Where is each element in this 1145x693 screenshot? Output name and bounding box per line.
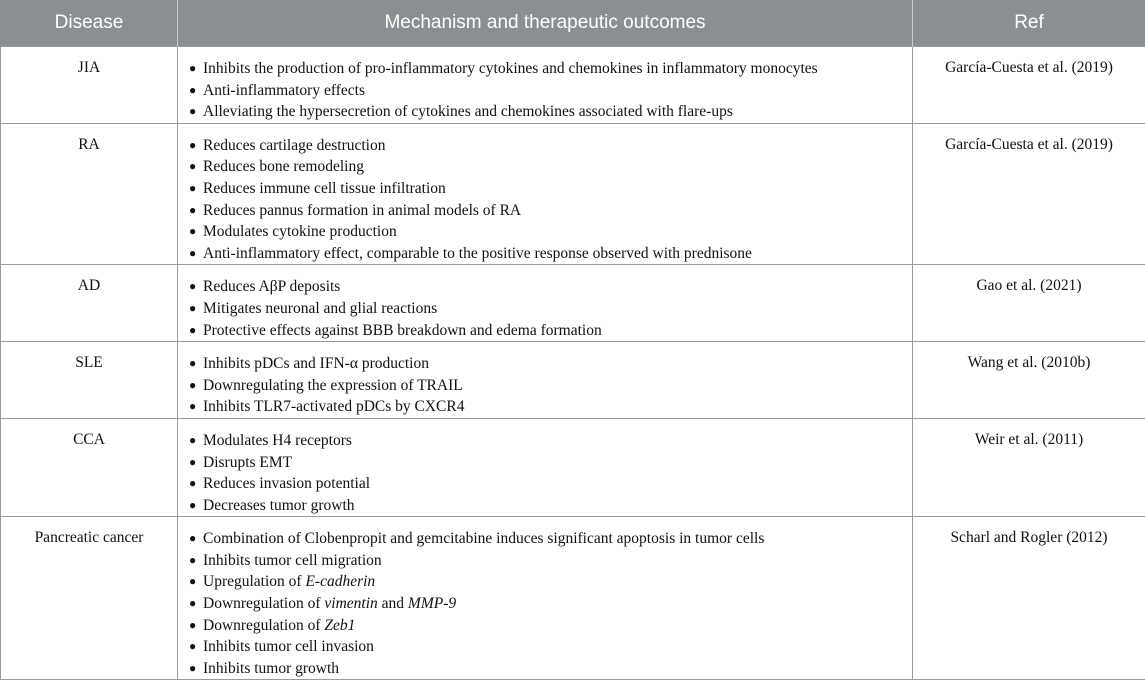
mechanism-cell (178, 342, 913, 419)
item-text: Inhibits tumor growth (203, 659, 340, 677)
mechanism-item (189, 636, 902, 658)
table-row (1, 517, 1145, 680)
bullet-icon: ● (189, 660, 197, 675)
item-text: Decreases tumor growth (203, 496, 355, 514)
mechanism-item (189, 178, 902, 200)
bullet-icon: ● (189, 180, 197, 195)
table-body (1, 47, 1145, 680)
bullet-icon: ● (189, 224, 197, 239)
item-text: Reduces bone remodeling (203, 158, 364, 176)
item-text: Modulates cytokine production (203, 223, 397, 241)
mechanism-item (189, 243, 902, 265)
bullet-icon: ● (189, 82, 197, 97)
mechanism-cell (178, 418, 913, 516)
item-text: Mitigates neuronal and glial reactions (203, 299, 438, 317)
reference-cell: Weir et al. (2011) (913, 418, 1145, 516)
bullet-icon: ● (189, 322, 197, 337)
mechanism-list (189, 353, 902, 418)
mechanism-list (189, 528, 902, 679)
mechanism-item (189, 276, 902, 298)
bullet-icon: ● (189, 552, 197, 567)
mechanism-item (189, 101, 902, 123)
mechanism-item (189, 550, 902, 572)
item-text: Protective effects against BBB breakdown and edema formation (203, 321, 602, 339)
mechanism-item (189, 615, 902, 637)
bullet-icon: ● (189, 104, 197, 119)
item-text: Inhibits tumor cell invasion (203, 638, 374, 656)
item-text: Downregulating the expression of TRAIL (203, 376, 463, 394)
mechanism-item (189, 571, 902, 593)
table-row (1, 265, 1145, 342)
mechanism-item (189, 452, 902, 474)
header-ref: Ref (913, 0, 1145, 47)
mechanism-list (189, 135, 902, 265)
item-text: Alleviating the hypersecretion of cytokines and chemokines associated with flare-ups (203, 103, 733, 121)
reference-cell: García-Cuesta et al. (2019) (913, 47, 1145, 124)
mechanism-item (189, 658, 902, 680)
item-text: Anti-inflammatory effect, comparable to the positive response observed with prednisone (203, 244, 752, 262)
bullet-icon: ● (189, 202, 197, 217)
mechanism-item (189, 430, 902, 452)
mechanism-item (189, 135, 902, 157)
gene-name: E-cadherin (305, 573, 376, 591)
mechanism-item (189, 396, 902, 418)
mechanism-item (189, 353, 902, 375)
bullet-icon: ● (189, 574, 197, 589)
bullet-icon: ● (189, 476, 197, 491)
bullet-icon: ● (189, 356, 197, 371)
reference-cell: Wang et al. (2010b) (913, 342, 1145, 419)
disease-cell: JIA (1, 47, 178, 124)
mechanism-cell (178, 47, 913, 124)
header-mechanism: Mechanism and therapeutic outcomes (178, 0, 913, 47)
table-row (1, 342, 1145, 419)
mechanism-cell (178, 265, 913, 342)
item-text: Downregulation of (203, 595, 325, 613)
disease-cell: AD (1, 265, 178, 342)
item-text: Inhibits pDCs and IFN-α production (203, 355, 429, 373)
item-text: and (377, 595, 408, 613)
bullet-icon: ● (189, 377, 197, 392)
item-text: Downregulation of (203, 616, 325, 634)
item-text: Reduces AβP deposits (203, 278, 341, 296)
item-text: Combination of Clobenpropit and gemcitabine induces significant apoptosis in tumor cells (203, 530, 765, 548)
header-row (1, 0, 1145, 47)
disease-cell: RA (1, 123, 178, 265)
mechanism-item (189, 80, 902, 102)
mechanism-cell (178, 517, 913, 680)
mechanism-item (189, 156, 902, 178)
mechanism-item (189, 200, 902, 222)
gene-name: MMP-9 (407, 595, 457, 613)
mechanism-list (189, 58, 902, 123)
bullet-icon: ● (189, 617, 197, 632)
item-text: Modulates H4 receptors (203, 431, 352, 449)
item-text: Reduces cartilage destruction (203, 136, 386, 154)
gene-name: Zeb1 (324, 616, 356, 634)
disease-cell: SLE (1, 342, 178, 419)
bullet-icon: ● (189, 531, 197, 546)
bullet-icon: ● (189, 497, 197, 512)
item-text: Inhibits TLR7-activated pDCs by CXCR4 (203, 398, 465, 416)
mechanism-item (189, 473, 902, 495)
table-row (1, 47, 1145, 124)
reference-cell: Scharl and Rogler (2012) (913, 517, 1145, 680)
item-text: Reduces immune cell tissue infiltration (203, 179, 446, 197)
item-text: Inhibits tumor cell migration (203, 551, 382, 569)
mechanism-item (189, 298, 902, 320)
mechanism-list (189, 430, 902, 516)
item-text: Reduces invasion potential (203, 475, 371, 493)
mechanism-item (189, 320, 902, 342)
item-text: Upregulation of (203, 573, 306, 591)
item-text: Inhibits the production of pro-inflammatory cytokines and chemokines in inflammatory monocytes (203, 60, 818, 77)
gene-name: vimentin (324, 595, 378, 613)
reference-cell: Gao et al. (2021) (913, 265, 1145, 342)
table-row (1, 123, 1145, 265)
mechanism-cell (178, 123, 913, 265)
bullet-icon: ● (189, 159, 197, 174)
disease-cell: Pancreatic cancer (1, 517, 178, 680)
bullet-icon: ● (189, 137, 197, 152)
table-header (1, 0, 1145, 47)
bullet-icon: ● (189, 279, 197, 294)
bullet-icon: ● (189, 300, 197, 315)
bullet-icon: ● (189, 596, 197, 611)
mechanism-item (189, 495, 902, 517)
bullet-icon: ● (189, 61, 197, 75)
bullet-icon: ● (189, 454, 197, 469)
bullet-icon: ● (189, 245, 197, 260)
reference-cell: García-Cuesta et al. (2019) (913, 123, 1145, 265)
mechanism-item (189, 528, 902, 550)
mechanism-item (189, 58, 902, 80)
mechanism-list (189, 276, 902, 341)
header-disease: Disease (1, 0, 178, 47)
mechanism-item (189, 593, 902, 615)
bullet-icon: ● (189, 399, 197, 414)
item-text: Disrupts EMT (203, 453, 293, 471)
table-row (1, 418, 1145, 516)
item-text: Anti-inflammatory effects (203, 81, 365, 99)
mechanism-item (189, 221, 902, 243)
disease-cell: CCA (1, 418, 178, 516)
mechanism-item (189, 375, 902, 397)
bullet-icon: ● (189, 432, 197, 447)
bullet-icon: ● (189, 639, 197, 654)
item-text: Reduces pannus formation in animal models of RA (203, 201, 522, 219)
